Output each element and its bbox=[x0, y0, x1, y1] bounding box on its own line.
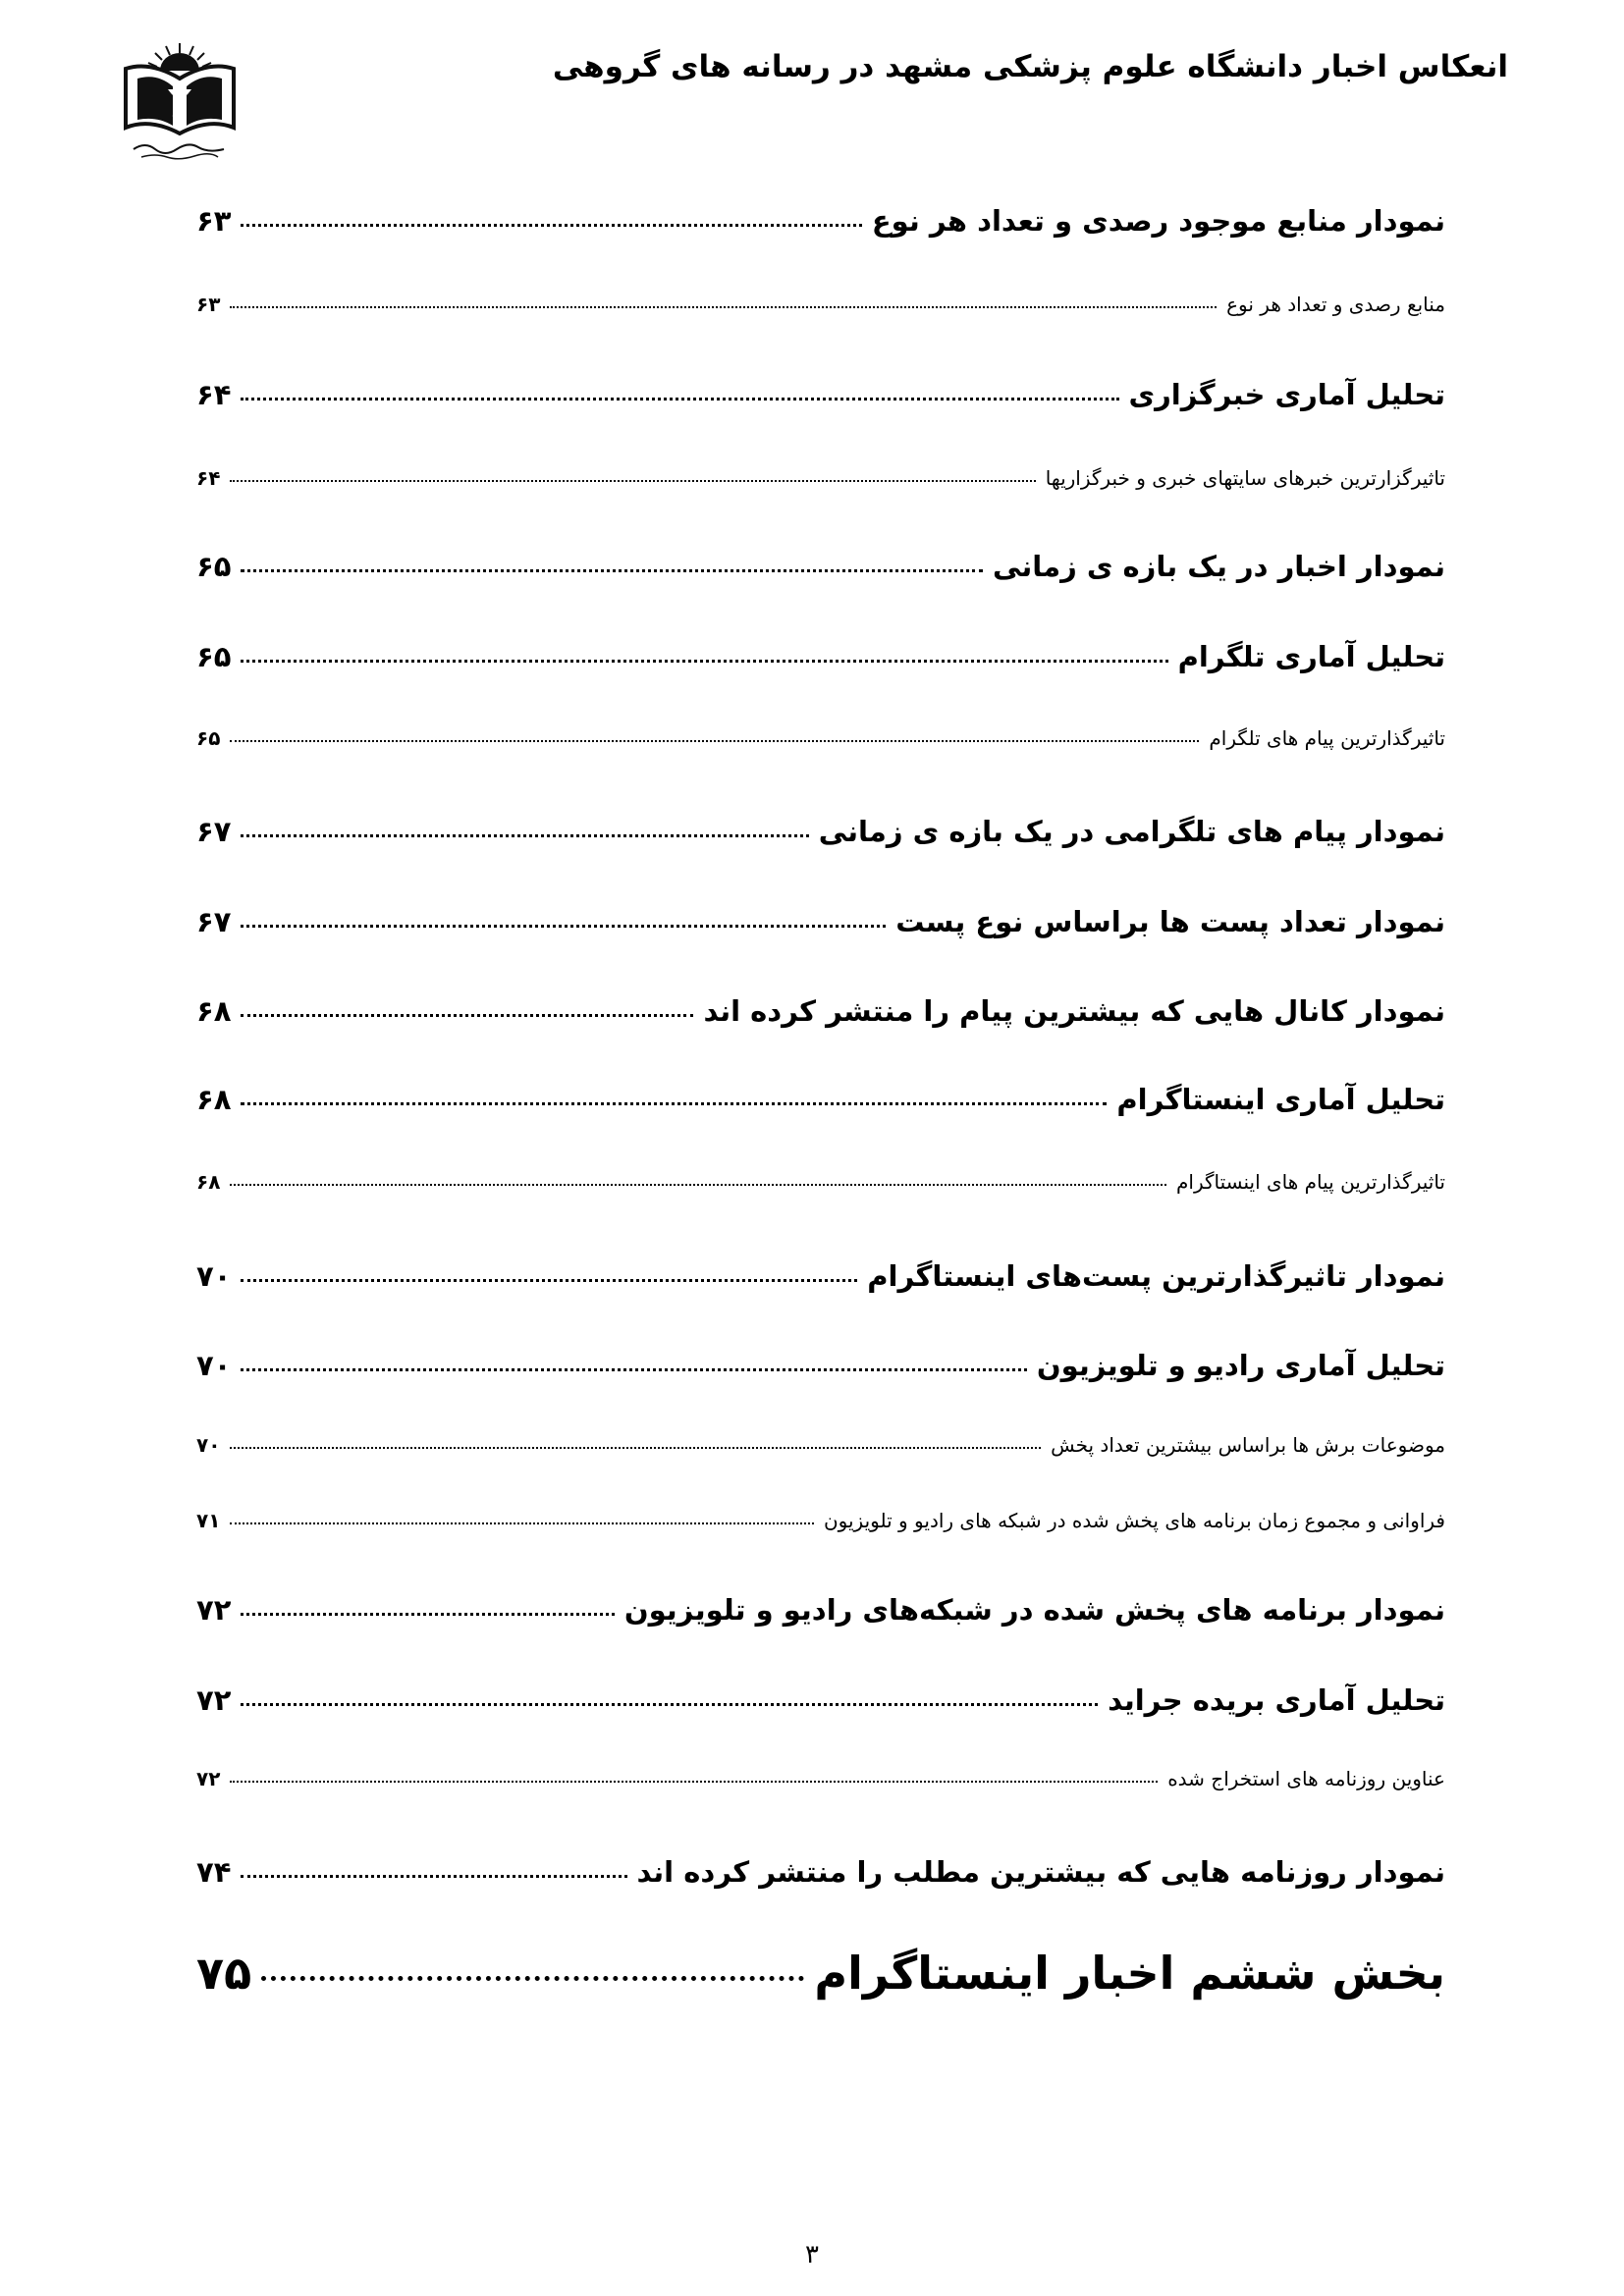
toc-leader-dots bbox=[241, 224, 861, 227]
toc-leader-dots bbox=[230, 1781, 1158, 1783]
toc-entry[interactable] bbox=[196, 1855, 1445, 1889]
toc-entry[interactable] bbox=[196, 466, 1445, 490]
document-title: انعکاس اخبار دانشگاه علوم پزشکی مشهد در رسانه های گروهی bbox=[552, 49, 1508, 84]
toc-entry-title: بخش ششم اخبار اینستاگرام bbox=[814, 1947, 1445, 2000]
toc-entry-title: فراوانی و مجموع زمان برنامه های پخش شده در شبکه های رادیو و تلویزیون bbox=[823, 1509, 1445, 1532]
toc-leader-dots bbox=[241, 1368, 1027, 1371]
toc-entry-page: ۶۳ bbox=[196, 293, 221, 316]
toc-entry-page: ۷۱ bbox=[196, 1509, 221, 1532]
university-emblem-svg bbox=[116, 39, 244, 167]
toc-entry[interactable] bbox=[196, 1509, 1445, 1532]
toc-entry[interactable] bbox=[196, 994, 1445, 1028]
page-number: ۳ bbox=[805, 2240, 819, 2269]
toc-entry[interactable] bbox=[196, 1767, 1445, 1790]
toc-entry-title: تحلیل آماری بریده جراید bbox=[1108, 1683, 1445, 1717]
toc-entry-title: منابع رصدی و تعداد هر نوع bbox=[1226, 293, 1445, 316]
toc-leader-dots bbox=[241, 925, 886, 928]
toc-leader-dots bbox=[241, 834, 808, 837]
page-header bbox=[0, 0, 1624, 167]
toc-entry-title: نمودار منابع موجود رصدی و تعداد هر نوع bbox=[871, 204, 1445, 238]
toc-entry-title: تاثیرگزارترین خبرهای سایتهای خبری و خبرگزاریها bbox=[1045, 466, 1445, 490]
toc-entry-page: ۷۵ bbox=[196, 1947, 252, 2000]
toc-entry-page: ۶۷ bbox=[196, 905, 232, 938]
toc-entry-page: ۶۴ bbox=[196, 466, 221, 490]
toc-entry[interactable] bbox=[196, 640, 1445, 673]
toc-entry-page: ۷۰ bbox=[196, 1349, 232, 1382]
toc-entry-page: ۷۲ bbox=[196, 1767, 221, 1790]
toc-entry[interactable] bbox=[196, 1170, 1445, 1194]
toc-leader-dots bbox=[261, 1976, 804, 1981]
toc-entry[interactable] bbox=[196, 1259, 1445, 1293]
toc-entry-title: نمودار پیام های تلگرامی در یک بازه ی زمانی bbox=[818, 815, 1445, 848]
toc-entry[interactable] bbox=[196, 550, 1445, 583]
toc-leader-dots bbox=[230, 1184, 1166, 1186]
toc-entry-page: ۶۵ bbox=[196, 726, 221, 750]
toc-entry-title: نمودار روزنامه هایی که بیشترین مطلب را منتشر کرده اند bbox=[636, 1855, 1445, 1889]
toc-leader-dots bbox=[230, 1447, 1041, 1449]
toc-entry[interactable] bbox=[196, 1947, 1445, 2000]
toc-entry[interactable] bbox=[196, 1683, 1445, 1717]
toc-entry-title: تحلیل آماری تلگرام bbox=[1177, 640, 1445, 673]
toc-entry[interactable] bbox=[196, 1593, 1445, 1627]
toc-leader-dots bbox=[241, 1279, 857, 1282]
toc-entry-title: تاثیرگذارترین پیام های اینستاگرام bbox=[1176, 1170, 1445, 1194]
toc-entry-page: ۶۵ bbox=[196, 640, 232, 673]
toc-leader-dots bbox=[241, 569, 983, 572]
toc-entry-title: تحلیل آماری خبرگزاری bbox=[1128, 378, 1445, 411]
toc-entry[interactable] bbox=[196, 378, 1445, 411]
toc-entry-page: ۷۰ bbox=[196, 1259, 232, 1293]
toc-entry-page: ۷۴ bbox=[196, 1855, 232, 1889]
toc-entry[interactable] bbox=[196, 293, 1445, 316]
toc-entry[interactable] bbox=[196, 815, 1445, 848]
toc-entry[interactable] bbox=[196, 905, 1445, 938]
toc-entry-title: نمودار اخبار در یک بازه ی زمانی bbox=[993, 550, 1445, 583]
toc-entry[interactable] bbox=[196, 726, 1445, 750]
toc-leader-dots bbox=[241, 1102, 1107, 1105]
toc-entry-title: موضوعات برش ها براساس بیشترین تعداد پخش bbox=[1051, 1433, 1445, 1457]
toc-entry[interactable] bbox=[196, 1433, 1445, 1457]
toc-entry-page: ۷۲ bbox=[196, 1593, 232, 1627]
toc-entry[interactable] bbox=[196, 1349, 1445, 1382]
toc-leader-dots bbox=[241, 1703, 1098, 1706]
toc-leader-dots bbox=[241, 660, 1167, 663]
toc-entry-title: نمودار تاثیرگذارترین پست‌های اینستاگرام bbox=[867, 1259, 1445, 1293]
toc-entry-page: ۶۸ bbox=[196, 994, 232, 1028]
toc-entry[interactable] bbox=[196, 204, 1445, 238]
university-emblem-icon bbox=[116, 39, 244, 167]
toc-entry-page: ۶۴ bbox=[196, 378, 232, 411]
toc-leader-dots bbox=[241, 398, 1118, 400]
toc-entry-page: ۶۸ bbox=[196, 1170, 221, 1194]
toc-entry-page: ۶۵ bbox=[196, 550, 232, 583]
toc-entry-title: تحلیل آماری اینستاگرام bbox=[1116, 1083, 1445, 1116]
toc-entry-page: ۶۸ bbox=[196, 1083, 232, 1116]
toc-leader-dots bbox=[230, 1522, 814, 1524]
toc-entry-page: ۶۳ bbox=[196, 204, 232, 238]
toc-entry-title: عناوین روزنامه های استخراج شده bbox=[1167, 1767, 1445, 1790]
toc-leader-dots bbox=[230, 480, 1035, 482]
toc-entry-page: ۷۲ bbox=[196, 1683, 232, 1717]
toc-entry-title: نمودار تعداد پست ها براساس نوع پست bbox=[895, 905, 1445, 938]
toc-entry-title: تحلیل آماری رادیو و تلویزیون bbox=[1036, 1349, 1445, 1382]
toc-leader-dots bbox=[241, 1875, 626, 1878]
toc-entry-title: نمودار برنامه های پخش شده در شبکه‌های رادیو و تلویزیون bbox=[623, 1593, 1445, 1627]
toc-entry-page: ۷۰ bbox=[196, 1433, 221, 1457]
toc-entry-title: تاثیرگذارترین پیام های تلگرام bbox=[1209, 726, 1445, 750]
toc-leader-dots bbox=[230, 740, 1199, 742]
toc-entry[interactable] bbox=[196, 1083, 1445, 1116]
toc-leader-dots bbox=[241, 1014, 693, 1017]
toc-leader-dots bbox=[230, 306, 1217, 308]
toc-leader-dots bbox=[241, 1613, 614, 1616]
toc-entry-title: نمودار کانال هایی که بیشترین پیام را منتشر کرده اند bbox=[703, 994, 1445, 1028]
toc-entry-page: ۶۷ bbox=[196, 815, 232, 848]
